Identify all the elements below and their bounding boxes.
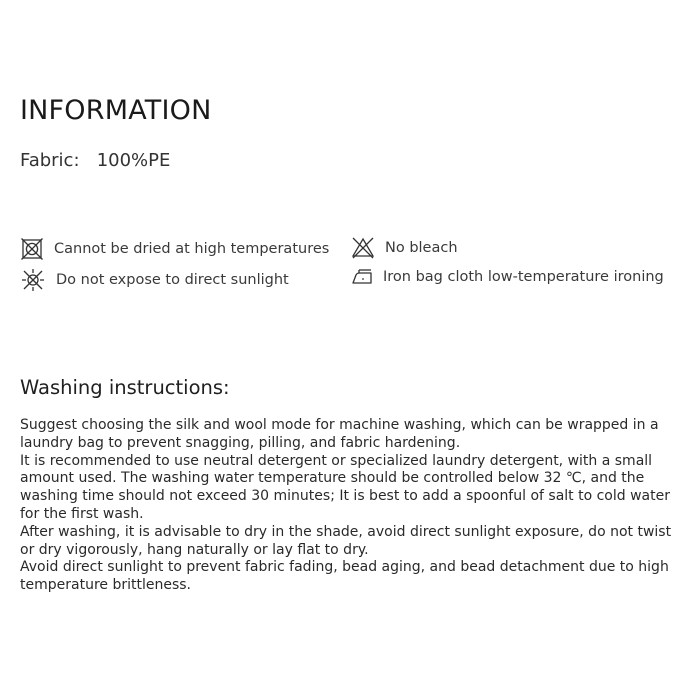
no-sun-icon xyxy=(20,267,46,293)
page-title: INFORMATION xyxy=(20,95,212,126)
washing-instructions xyxy=(20,417,680,595)
no-bleach-icon xyxy=(351,236,375,260)
care-text: Cannot be dried at high temperatures xyxy=(54,241,330,257)
instruction-paragraph: It is recommended to use neutral detergent or specialized laundry detergent, with a small amount used. The washing water temperature should be controlled below 32 ℃, and the washing time should not exceed 30 minutes; It is best to add a spoonful of salt to cold water for the first wash. xyxy=(20,452,670,522)
instruction-paragraph: After washing, it is advisable to dry in the shade, avoid direct sunlight exposure, do not twist or dry vigorously, hang naturally or lay flat to dry. xyxy=(20,523,672,558)
care-text: Iron bag cloth low-temperature ironing xyxy=(383,269,664,285)
fabric-value: 100%PE xyxy=(96,150,171,171)
iron-low-icon xyxy=(351,266,373,288)
care-item-no-sun xyxy=(20,267,289,293)
care-item-no-dry xyxy=(20,237,329,261)
fabric-label: Fabric: xyxy=(20,150,80,171)
care-text: No bleach xyxy=(385,240,458,256)
no-tumble-dry-icon xyxy=(20,237,44,261)
instruction-paragraph: Avoid direct sunlight to prevent fabric fading, bead aging, and bead detachment due to high temperature brittleness. xyxy=(20,559,669,594)
washing-title: Washing instructions: xyxy=(20,376,230,399)
fabric-info xyxy=(20,150,170,171)
care-text: Do not expose to direct sunlight xyxy=(56,272,289,288)
care-item-no-bleach xyxy=(351,236,458,260)
care-item-iron-low xyxy=(351,266,664,288)
instruction-paragraph: Suggest choosing the silk and wool mode for machine washing, which can be wrapped in a laundry bag to prevent snagging, pilling, and fabric hardening. xyxy=(20,417,659,451)
